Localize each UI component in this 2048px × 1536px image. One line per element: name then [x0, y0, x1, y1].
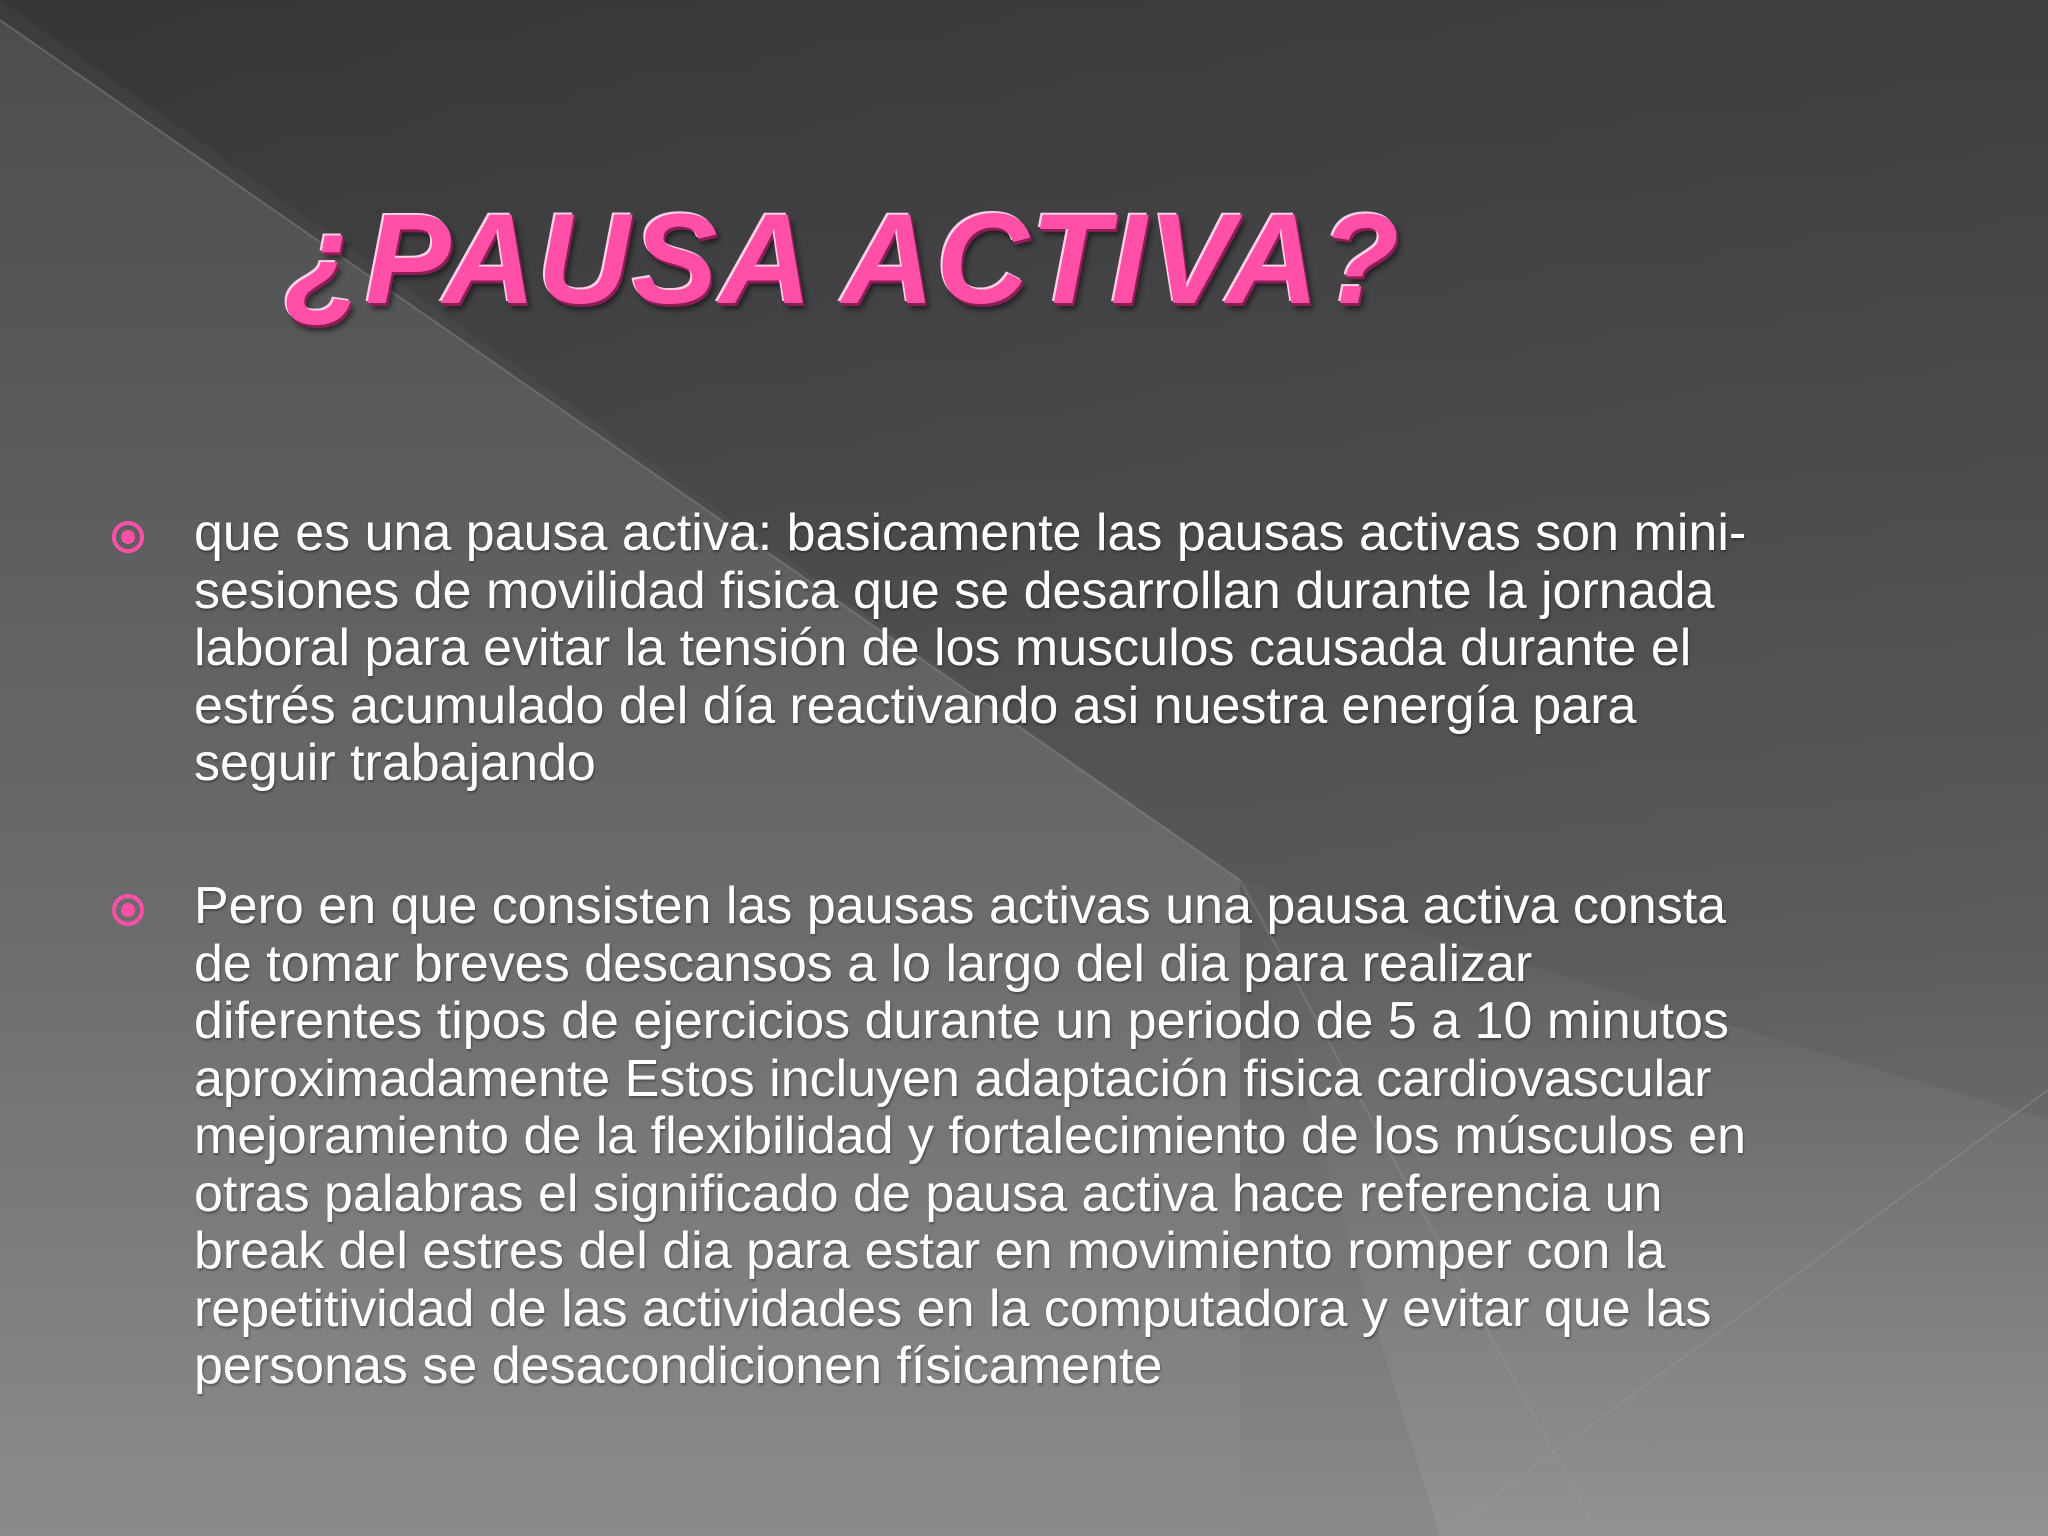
bullet-line: break del estres del dia para estar en movimiento romper con la: [194, 1222, 1666, 1280]
bullet-line: estrés acumulado del día reactivando asi nuestra energía para: [194, 676, 1637, 735]
bullet-line: Pero en que consisten las pausas activas una pausa activa consta: [194, 877, 1727, 935]
bullet-text: [194, 878, 2048, 1396]
bullet-line: laboral para evitar la tensión de los musculos causada durante el: [194, 619, 1692, 677]
slide-title: ¿PAUSA ACTIVA?: [285, 188, 1401, 331]
radio-bullet-icon: [110, 519, 146, 555]
bullet-line: otras palabras el significado de pausa activa hace referencia un: [194, 1164, 1663, 1223]
bullet-line: sesiones de movilidad fisica que se desarrollan durante la jornada: [194, 561, 1715, 620]
bullet-text: [194, 505, 2048, 793]
bullet-line: diferentes tipos de ejercicios durante un periodo de 5 a 10 minutos: [194, 992, 1729, 1050]
bullet-line: de tomar breves descansos a lo largo del dia para realizar: [194, 934, 1533, 993]
radio-bullet-icon: [110, 892, 146, 928]
bullet-line: aproximadamente Estos incluyen adaptación fisica cardiovascular: [194, 1049, 1712, 1108]
bullet-line: personas se desacondicionen físicamente: [194, 1337, 1163, 1395]
bullet-line: repetitividad de las actividades en la computadora y evitar que las: [194, 1279, 1712, 1338]
bullet-line: seguir trabajando: [194, 734, 596, 792]
bullet-line: que es una pausa activa: basicamente las pausas activas son mini-: [194, 504, 1747, 562]
bullet-line: mejoramiento de la flexibilidad y fortalecimiento de los músculos en: [194, 1107, 1747, 1165]
